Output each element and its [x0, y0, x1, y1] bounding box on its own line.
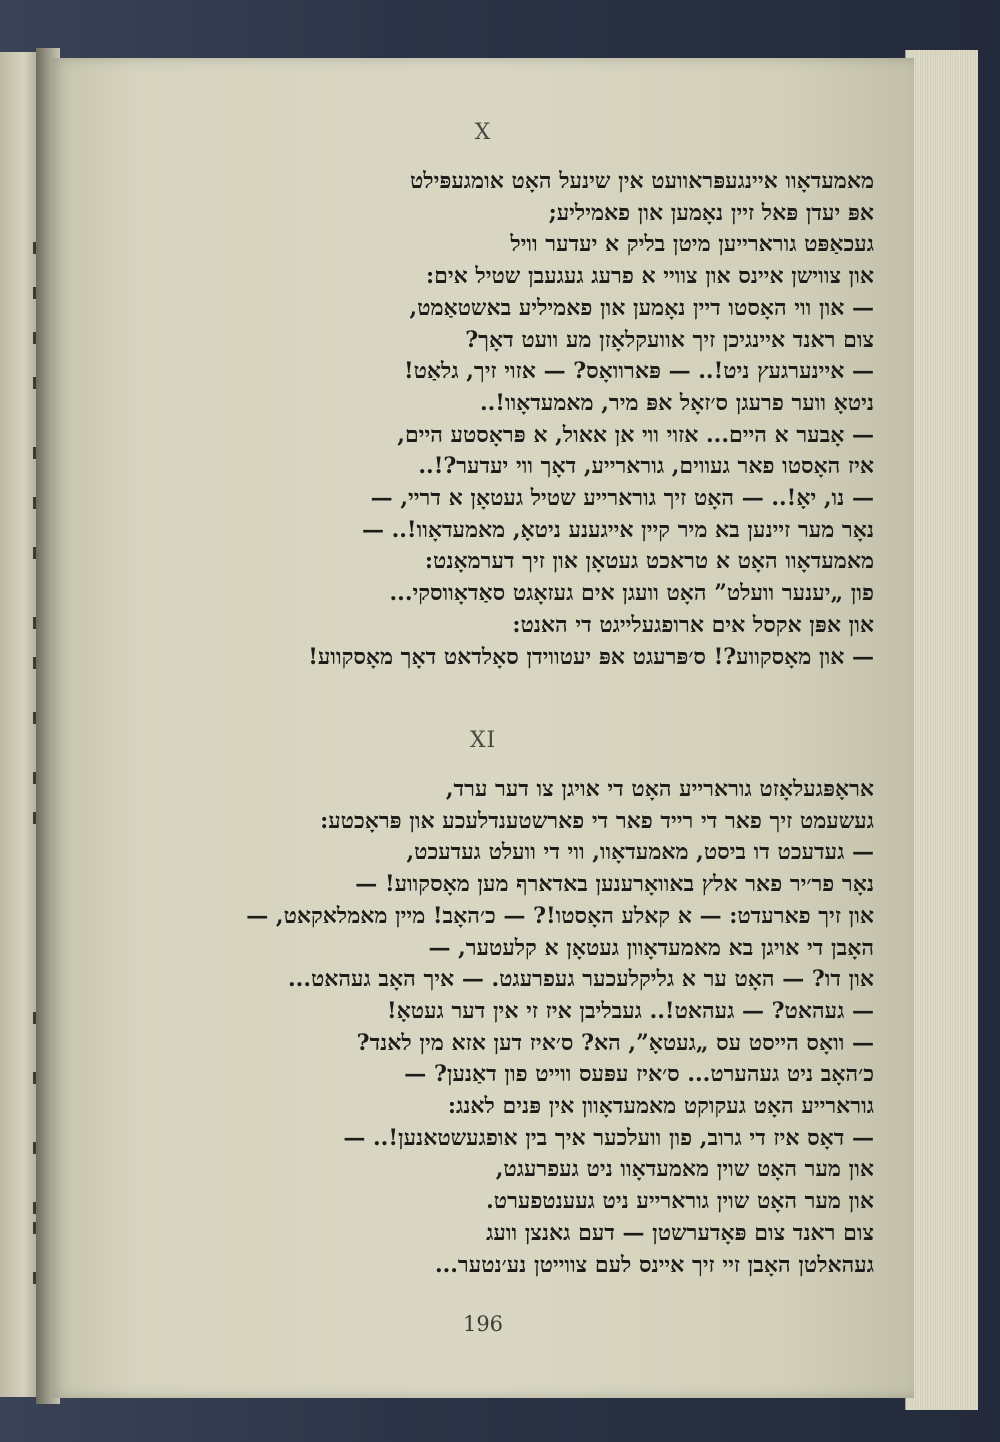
left-page-text-fragments: [8, 112, 38, 1412]
poem-line: — איינערגעץ ניט!.. — פּארוואָס? — אזוי זיך, גלאַט!: [403, 358, 874, 385]
poem-line: און אפּן אקסל אים ארופגעלייגט די האנט:: [512, 611, 874, 638]
poem-line: — נו, יאָ!.. — האָט זיך גורארייע שטיל געטאָן א דריי, —: [370, 485, 874, 512]
section-xi-poem: [92, 774, 874, 1281]
section-x-title: X: [474, 120, 492, 145]
poem-line: — דאָס איז די גרוב, פון וועלכער איך בין אופגעשטאנען!.. —: [343, 1124, 874, 1151]
poem-line: און מער האָט שוין גורארייע ניט געענטפערט.: [486, 1188, 874, 1215]
poem-line: געשעמט זיך פאר די רייד פאר די פארשטענדלעכע און פּראָכטע:: [320, 807, 874, 834]
poem-line: געהאלטן האָבן זיי זיך איינס לעם צווייטן נע׳נטער...: [434, 1251, 874, 1278]
poem-line: מאמעדאָוו האָט א טראכט געטאָן און זיך דערמאָנט:: [424, 548, 874, 575]
poem-line: — וואָס הייסט עס „געטאָ”, הא? ס׳איז דען אזא מין לאנד?: [356, 1029, 874, 1056]
poem-line: האָבן די אויגן בא מאמעדאָוון געטאָן א קלעטער, —: [428, 934, 874, 961]
page-number: 196: [462, 1312, 504, 1336]
poem-line: — און מאָסקווע?! ס׳פּרעגט אפּ יעטווידן סאָלדאט דאָך מאָסקווע!: [308, 643, 874, 670]
poem-line: אראָפּגעלאָזט גורארייע האָט די אויגן צו דער ערד,: [445, 776, 874, 802]
book-page: [52, 58, 914, 1398]
poem-line: ניטאָ ווער פרעגן ס׳זאָל אפּ מיר, מאמעדאָוו!..: [479, 389, 874, 416]
poem-line: און דו? — האָט ער א גליקלעכער געפרעגט. — איך האָב געהאט...: [288, 966, 874, 993]
poem-line: — אָבער א היים... אזוי ווי אן אאול, א פּראָסטע היים,: [397, 421, 874, 448]
poem-line: צום ראנד איינגיכן זיך אוועקלאָזן מע וועט דאָך?: [465, 326, 874, 353]
poem-line: און צווישן איינס און צוויי א פרעג געגעבן שטיל אים:: [426, 263, 874, 290]
poem-line: אפּ יעדן פּאל זיין נאָמען און פאמיליע;: [548, 199, 874, 226]
poem-line: צום ראנד צום פּאָדערשטן — דעם גאנצן וועג: [486, 1219, 874, 1246]
section-xi-title: XI: [469, 728, 497, 753]
poem-line: נאָר מער זיינען בא מיר קיין אייגענע ניטאָ, מאמעדאָוו!.. —: [361, 516, 874, 543]
poem-line: מאמעדאָוו איינגעפּראוועט אין שינעל האָט אומגעפּילט: [410, 168, 874, 194]
poem-line: געכאַפּט גורארייען מיטן בליק א יעדער וויל: [510, 231, 874, 258]
page-block-edge: [905, 50, 978, 1410]
poem-line: און זיך פארעדט: — א קאלע האָסטו!? — כ׳האָב! מיין מאמלאקאט, —: [246, 902, 874, 929]
poem-line: — און ווי האָסטו דיין נאָמען און פאמיליע באשטאַמט,: [409, 294, 874, 321]
poem-line: איז האָסטו פאר געווים, גורארייע, דאָך ווי יעדער?!..: [418, 453, 874, 480]
poem-line: — געדעכט דו ביסט, מאמעדאָוו, ווי די וועלט געדעכט,: [406, 839, 874, 866]
poem-line: פון „יענער וועלט” האָט וועגן אים געזאָגט סאַדאָווסקי...: [389, 580, 874, 607]
poem-line: און מער האָט שוין מאמעדאָוו ניט געפרעגט,: [495, 1156, 874, 1183]
section-x-poem: [92, 166, 874, 673]
poem-line: כ׳האָב ניט געהערט... ס׳איז עפּעס ווייט פון דאַנען? —: [404, 1061, 874, 1088]
poem-line: גורארייע האָט געקוקט מאמעדאָוון אין פּנים לאנג:: [447, 1093, 874, 1120]
poem-line: — געהאט? — געהאט!.. געבליבן איז זי אין דער געטאָ!: [387, 997, 874, 1024]
poem-line: נאָר פר׳יר פאר אלץ באוואָרענען באדארף מען מאָסקווע! —: [355, 871, 874, 898]
